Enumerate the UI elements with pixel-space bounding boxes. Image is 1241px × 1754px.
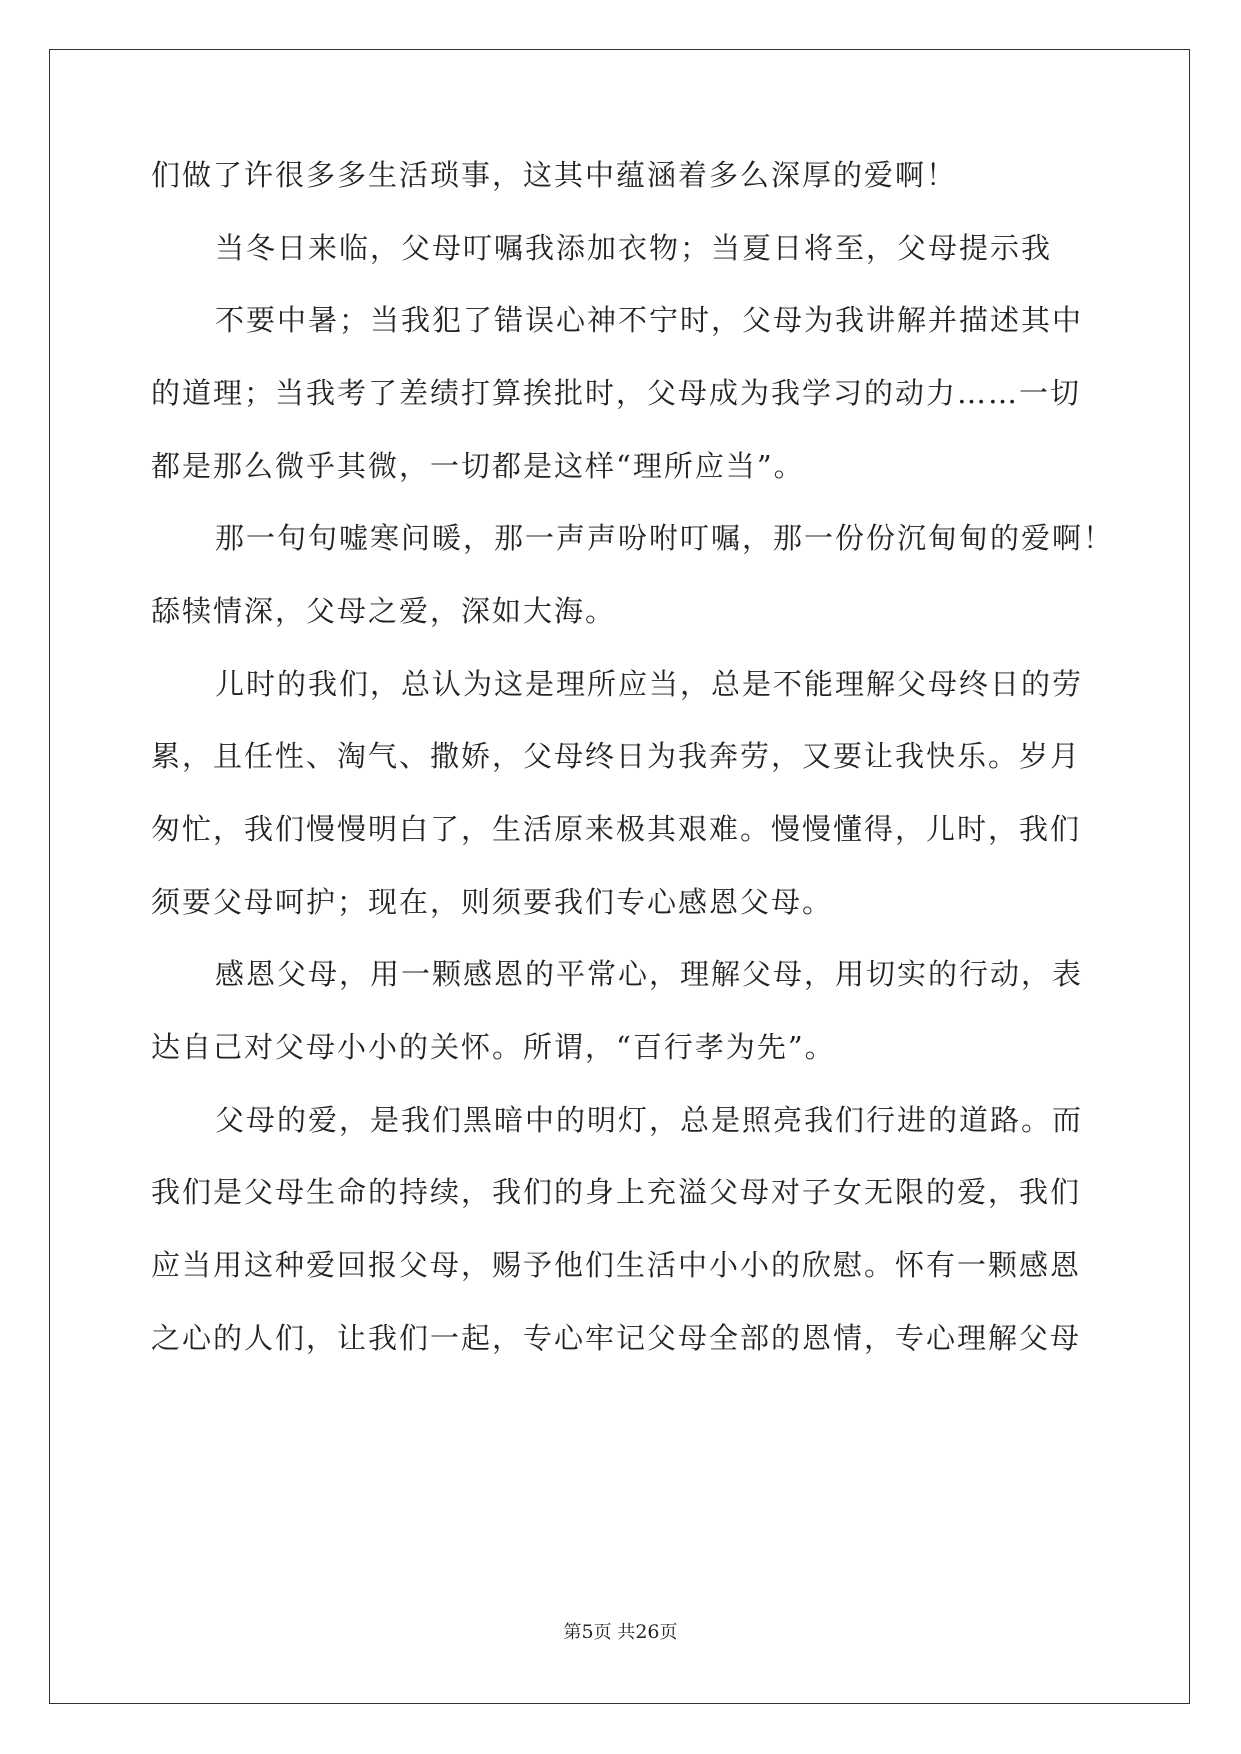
text-line: 累，且任性、淘气、撒娇，父母终日为我奔劳，又要让我快乐。岁月 <box>151 739 1082 773</box>
text-line: 达自己对父母小小的关怀。所谓，“百行孝为先”。 <box>151 1030 836 1064</box>
text-line: 都是那么微乎其微，一切都是这样“理所应当”。 <box>151 449 805 483</box>
page-number: 5 <box>581 1621 594 1643</box>
text-line: 儿时的我们，总认为这是理所应当，总是不能理解父母终日的劳 <box>215 667 1084 701</box>
text-line: 的道理；当我考了差绩打算挨批时，父母成为我学习的动力……一切 <box>151 376 1082 410</box>
text-line: 父母的爱，是我们黑暗中的明灯，总是照亮我们行进的道路。而 <box>215 1103 1084 1137</box>
text-line: 当冬日来临，父母叮嘱我添加衣物；当夏日将至，父母提示我 <box>215 231 1053 265</box>
page-border <box>49 49 1190 1704</box>
text-line: 感恩父母，用一颗感恩的平常心，理解父母，用切实的行动，表 <box>215 957 1084 991</box>
text-line: 应当用这种爱回报父母，赐予他们生活中小小的欣慰。怀有一颗感恩 <box>151 1248 1082 1282</box>
text-line: 之心的人们，让我们一起，专心牢记父母全部的恩情，专心理解父母 <box>151 1321 1082 1355</box>
text-line: 须要父母呵护；现在，则须要我们专心感恩父母。 <box>151 885 834 919</box>
footer-prefix: 第 <box>563 1622 582 1643</box>
text-line: 舔犊情深，父母之爱，深如大海。 <box>151 594 617 628</box>
text-line: 匆忙，我们慢慢明白了，生活原来极其艰难。慢慢懂得，儿时，我们 <box>151 812 1082 846</box>
text-line: 我们是父母生命的持续，我们的身上充溢父母对子女无限的爱，我们 <box>151 1175 1082 1209</box>
text-line: 那一句句嘘寒问暖，那一声声吩咐叮嘱，那一份份沉甸甸的爱啊！ <box>215 521 1115 555</box>
page-total: 26 <box>635 1621 660 1643</box>
text-line: 不要中暑；当我犯了错误心神不宁时，父母为我讲解并描述其中 <box>215 303 1084 337</box>
footer-mid: 页 共 <box>593 1622 636 1643</box>
footer-suffix: 页 <box>659 1622 678 1643</box>
page-footer <box>0 1620 1241 1645</box>
text-line: 们做了许很多多生活琐事，这其中蕴涵着多么深厚的爱啊！ <box>151 158 958 192</box>
